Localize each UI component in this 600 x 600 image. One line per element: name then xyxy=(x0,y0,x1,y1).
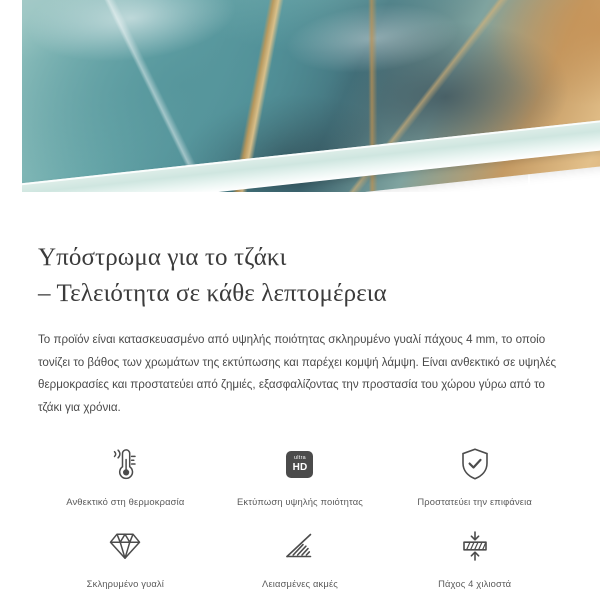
feature-label: Εκτύπωση υψηλής ποιότητας xyxy=(237,496,363,508)
feature-label: Πάχος 4 χιλιοστά xyxy=(438,578,512,590)
hd-badge xyxy=(286,451,313,478)
description-paragraph: Το προϊόν είναι κατασκευασμένο από υψηλής ποιότητας σκληρυμένο γυαλί πάχους 4 mm, το οποίο τονίζει το βάθος των χρωμάτων της εκτύπωσης και παρέχει κομψή λάμψη. Είναι ανθεκτικό σε υψηλές θερμοκρασίες και προστατεύει από ζημιές, εξασφαλίζοντας την προστασία του χώρου γύρω από το τζάκι για χρόνια. xyxy=(38,333,557,414)
content-block xyxy=(0,240,600,589)
hero-image xyxy=(0,0,600,218)
feature-grid xyxy=(38,441,562,589)
diamond-icon xyxy=(99,523,151,569)
hd-badge-top-text: ultra xyxy=(293,455,306,462)
feature-item-polished-edges xyxy=(213,523,388,589)
hd-badge-main-text: HD xyxy=(292,461,308,473)
thickness-arrows-icon xyxy=(449,523,501,569)
ultra-hd-badge-icon xyxy=(274,441,326,487)
feature-label: Λειασμένες ακμές xyxy=(262,578,338,590)
feature-label: Ανθεκτικό στη θερμοκρασία xyxy=(66,496,185,508)
shield-check-icon xyxy=(449,441,501,487)
feature-label: Σκληρυμένο γυαλί xyxy=(86,578,164,590)
feature-item-temperature xyxy=(38,441,213,507)
hero-left-margin xyxy=(0,0,22,218)
feature-item-surface-protection xyxy=(387,441,562,507)
page-title xyxy=(38,240,562,311)
feature-item-thickness xyxy=(387,523,562,589)
feature-item-tempered-glass xyxy=(38,523,213,589)
headline-line-2: – Τελειότητα σε κάθε λεπτομέρεια xyxy=(38,279,387,307)
hero-bottom-margin xyxy=(0,192,600,218)
thermometer-icon xyxy=(99,441,151,487)
sparkle-bar-horizontal xyxy=(516,186,542,188)
hero-image-inner xyxy=(0,0,600,218)
polished-edges-icon xyxy=(274,523,326,569)
feature-item-print-quality xyxy=(213,441,388,507)
headline-line-1: Υπόστρωμα για το τζάκι xyxy=(38,244,287,271)
feature-label: Προστατεύει την επιφάνεια xyxy=(417,496,532,508)
